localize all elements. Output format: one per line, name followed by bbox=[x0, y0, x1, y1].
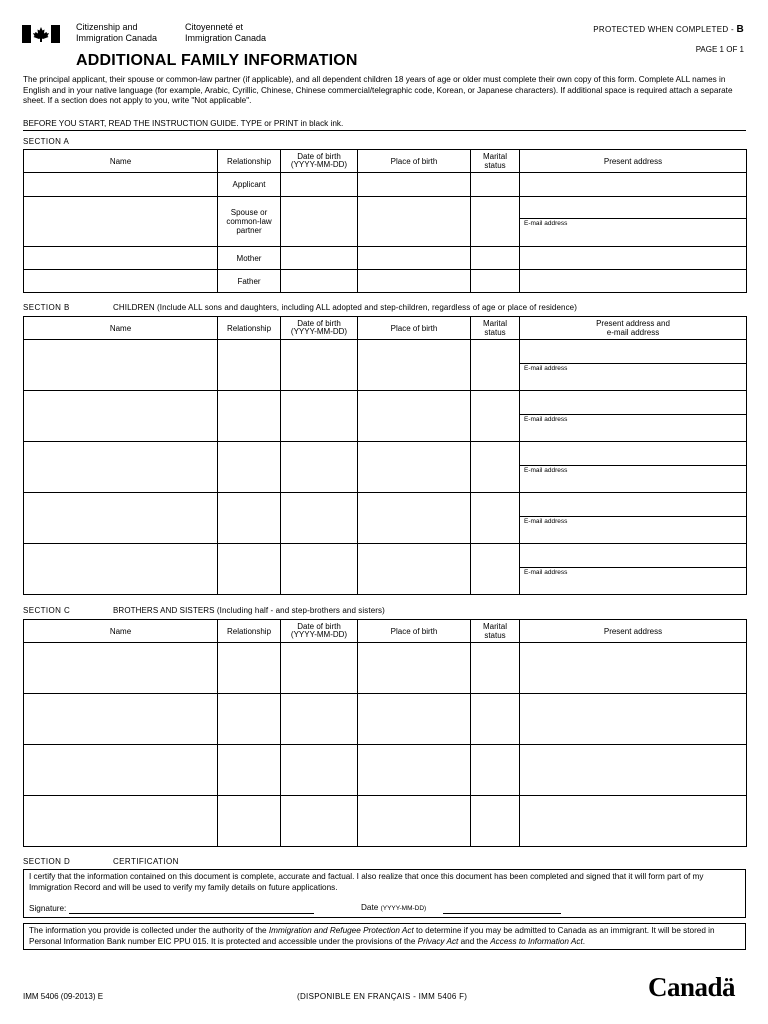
address-field[interactable] bbox=[520, 442, 747, 493]
section-c-table bbox=[23, 619, 747, 847]
place-field[interactable] bbox=[358, 247, 471, 270]
place-field[interactable] bbox=[358, 493, 471, 544]
intro-text: The principal applicant, their spouse or common-law partner (if applicable), and all dependent children 18 years of age or older must complete their own copy of this form. Complete ALL names in English and in your native language (for example, Arabic, Cyrillic, Chinese, Chinese commercial/telegraphic code, Korean, or Japanese characters). If additional space is required attach a separate sheet. If a section does not apply to you, write "Not applicable". bbox=[23, 75, 733, 105]
relationship-applicant: Applicant bbox=[218, 173, 281, 197]
col-header-address: Present address bbox=[520, 620, 747, 643]
email-label: E-mail address bbox=[524, 416, 568, 423]
section-d-label: SECTION D bbox=[23, 857, 71, 866]
signature-field[interactable] bbox=[69, 913, 314, 914]
table-row bbox=[24, 643, 747, 694]
relationship-field[interactable] bbox=[218, 694, 281, 745]
col-header-dob: Date of birth (YYYY-MM-DD) bbox=[281, 317, 358, 340]
department-name-en-2: Immigration Canada bbox=[76, 33, 158, 43]
col-header-name: Name bbox=[24, 317, 218, 340]
marital-field[interactable] bbox=[471, 745, 520, 796]
section-c-title: BROTHERS AND SISTERS (Including half - and step-brothers and sisters) bbox=[113, 606, 385, 615]
section-b-label: SECTION B bbox=[23, 303, 70, 312]
address-field[interactable] bbox=[520, 643, 747, 694]
name-field[interactable] bbox=[24, 745, 218, 796]
name-field[interactable] bbox=[24, 391, 218, 442]
place-field[interactable] bbox=[358, 544, 471, 595]
marital-field[interactable] bbox=[471, 796, 520, 847]
marital-field[interactable] bbox=[471, 544, 520, 595]
table-row bbox=[24, 745, 747, 796]
canada-wordmark: Canadä bbox=[648, 972, 736, 1002]
certification-box bbox=[23, 869, 746, 918]
relationship-field[interactable] bbox=[218, 745, 281, 796]
instruction-note: BEFORE YOU START, READ THE INSTRUCTION GUIDE. TYPE or PRINT in black ink. bbox=[23, 119, 344, 128]
marital-field[interactable] bbox=[471, 270, 520, 293]
marital-field[interactable] bbox=[471, 340, 520, 391]
email-label: E-mail address bbox=[524, 518, 568, 525]
date-field[interactable] bbox=[443, 913, 561, 914]
section-c-label: SECTION C bbox=[23, 606, 71, 615]
col-header-relationship: Relationship bbox=[218, 317, 281, 340]
marital-field[interactable] bbox=[471, 493, 520, 544]
place-field[interactable] bbox=[358, 796, 471, 847]
address-field[interactable] bbox=[520, 796, 747, 847]
dob-field[interactable] bbox=[281, 643, 358, 694]
name-field[interactable] bbox=[24, 643, 218, 694]
relationship-field[interactable] bbox=[218, 442, 281, 493]
name-field[interactable] bbox=[24, 442, 218, 493]
dob-field[interactable] bbox=[281, 796, 358, 847]
dob-field[interactable] bbox=[281, 173, 358, 197]
dob-field[interactable] bbox=[281, 270, 358, 293]
protected-label: PROTECTED WHEN COMPLETED - B bbox=[593, 24, 744, 35]
email-label: E-mail address bbox=[524, 467, 568, 474]
table-row bbox=[24, 796, 747, 847]
place-field[interactable] bbox=[358, 745, 471, 796]
name-field[interactable] bbox=[24, 340, 218, 391]
section-b-title: CHILDREN (Include ALL sons and daughters, including ALL adopted and step-children, regardless of age or place of residence) bbox=[113, 303, 577, 312]
name-field[interactable] bbox=[24, 796, 218, 847]
col-header-relationship: Relationship bbox=[218, 150, 281, 173]
certification-text: I certify that the information contained on this document is complete, accurate and factual. I also realize that once this document has been completed and signed that it will form part of my Immigration Record and will be used to verify my family details on future applications. bbox=[29, 872, 704, 892]
relationship-mother: Mother bbox=[218, 247, 281, 270]
col-header-marital: Marital status bbox=[471, 317, 520, 340]
place-field[interactable] bbox=[358, 391, 471, 442]
col-header-marital: Marital status bbox=[471, 150, 520, 173]
name-field[interactable] bbox=[24, 270, 218, 293]
section-a-label: SECTION A bbox=[23, 137, 70, 146]
marital-field[interactable] bbox=[471, 694, 520, 745]
col-header-address-email: Present address and e-mail address bbox=[520, 317, 747, 340]
name-field[interactable] bbox=[24, 173, 218, 197]
table-row bbox=[24, 442, 747, 493]
page-title: ADDITIONAL FAMILY INFORMATION bbox=[76, 52, 358, 69]
marital-field[interactable] bbox=[471, 643, 520, 694]
relationship-field[interactable] bbox=[218, 643, 281, 694]
relationship-field[interactable] bbox=[218, 493, 281, 544]
divider bbox=[23, 130, 746, 131]
place-field[interactable] bbox=[358, 197, 471, 247]
date-label: Date (YYYY-MM-DD) bbox=[361, 903, 427, 912]
place-field[interactable] bbox=[358, 442, 471, 493]
email-label: E-mail address bbox=[524, 220, 568, 227]
table-row bbox=[24, 391, 747, 442]
address-field[interactable] bbox=[520, 694, 747, 745]
relationship-field[interactable] bbox=[218, 340, 281, 391]
name-field[interactable] bbox=[24, 544, 218, 595]
relationship-father: Father bbox=[218, 270, 281, 293]
section-d-title: CERTIFICATION bbox=[113, 857, 179, 866]
address-field[interactable] bbox=[520, 247, 747, 270]
dob-field[interactable] bbox=[281, 493, 358, 544]
marital-field[interactable] bbox=[471, 197, 520, 247]
section-b-table bbox=[23, 316, 747, 595]
page-number: PAGE 1 OF 1 bbox=[695, 45, 744, 54]
table-row bbox=[24, 493, 747, 544]
address-field[interactable] bbox=[520, 197, 747, 247]
marital-field[interactable] bbox=[471, 442, 520, 493]
address-field[interactable] bbox=[520, 340, 747, 391]
col-header-address: Present address bbox=[520, 150, 747, 173]
form-number: IMM 5406 (09-2013) E bbox=[23, 992, 104, 1001]
place-field[interactable] bbox=[358, 643, 471, 694]
marital-field[interactable] bbox=[471, 391, 520, 442]
name-field[interactable] bbox=[24, 197, 218, 247]
relationship-field[interactable] bbox=[218, 544, 281, 595]
name-field[interactable] bbox=[24, 247, 218, 270]
canada-flag-icon bbox=[22, 25, 60, 43]
relationship-spouse: Spouse or common-law partner bbox=[218, 197, 281, 247]
name-field[interactable] bbox=[24, 493, 218, 544]
table-row bbox=[24, 544, 747, 595]
place-field[interactable] bbox=[358, 173, 471, 197]
place-field[interactable] bbox=[358, 694, 471, 745]
address-field[interactable] bbox=[520, 745, 747, 796]
address-field[interactable] bbox=[520, 173, 747, 197]
dob-field[interactable] bbox=[281, 340, 358, 391]
col-header-place: Place of birth bbox=[358, 317, 471, 340]
marital-field[interactable] bbox=[471, 247, 520, 270]
col-header-dob: Date of birth (YYYY-MM-DD) bbox=[281, 150, 358, 173]
table-row bbox=[24, 694, 747, 745]
col-header-name: Name bbox=[24, 620, 218, 643]
address-field[interactable] bbox=[520, 493, 747, 544]
col-header-name: Name bbox=[24, 150, 218, 173]
col-header-relationship: Relationship bbox=[218, 620, 281, 643]
table-row bbox=[24, 340, 747, 391]
name-field[interactable] bbox=[24, 694, 218, 745]
signature-label: Signature: bbox=[29, 904, 67, 913]
department-name-fr: Citoyenneté et bbox=[185, 22, 244, 32]
dob-field[interactable] bbox=[281, 694, 358, 745]
dob-field[interactable] bbox=[281, 197, 358, 247]
dob-field[interactable] bbox=[281, 247, 358, 270]
department-name-en: Citizenship and bbox=[76, 22, 138, 32]
dob-field[interactable] bbox=[281, 442, 358, 493]
dob-field[interactable] bbox=[281, 391, 358, 442]
section-a-table bbox=[23, 149, 747, 293]
dob-field[interactable] bbox=[281, 544, 358, 595]
place-field[interactable] bbox=[358, 270, 471, 293]
email-label: E-mail address bbox=[524, 569, 568, 576]
address-field[interactable] bbox=[520, 270, 747, 293]
place-field[interactable] bbox=[358, 340, 471, 391]
dob-field[interactable] bbox=[281, 745, 358, 796]
col-header-place: Place of birth bbox=[358, 150, 471, 173]
col-header-place: Place of birth bbox=[358, 620, 471, 643]
marital-field[interactable] bbox=[471, 173, 520, 197]
privacy-notice: The information you provide is collected under the authority of the Immigration and Refugee Protection Act to determine if you may be admitted to Canada as an immigrant. It will be stored in Personal Information Bank number EIC PPU 015. It is protected and accessible under the provisions of the Privacy Act and the Access to Information Act. bbox=[23, 923, 746, 950]
col-header-marital: Marital status bbox=[471, 620, 520, 643]
department-name-fr-2: Immigration Canada bbox=[185, 33, 267, 43]
col-header-dob: Date of birth (YYYY-MM-DD) bbox=[281, 620, 358, 643]
address-field[interactable] bbox=[520, 544, 747, 595]
relationship-field[interactable] bbox=[218, 796, 281, 847]
email-label: E-mail address bbox=[524, 365, 568, 372]
address-field[interactable] bbox=[520, 391, 747, 442]
relationship-field[interactable] bbox=[218, 391, 281, 442]
french-availability: (DISPONIBLE EN FRANÇAIS - IMM 5406 F) bbox=[297, 992, 468, 1001]
